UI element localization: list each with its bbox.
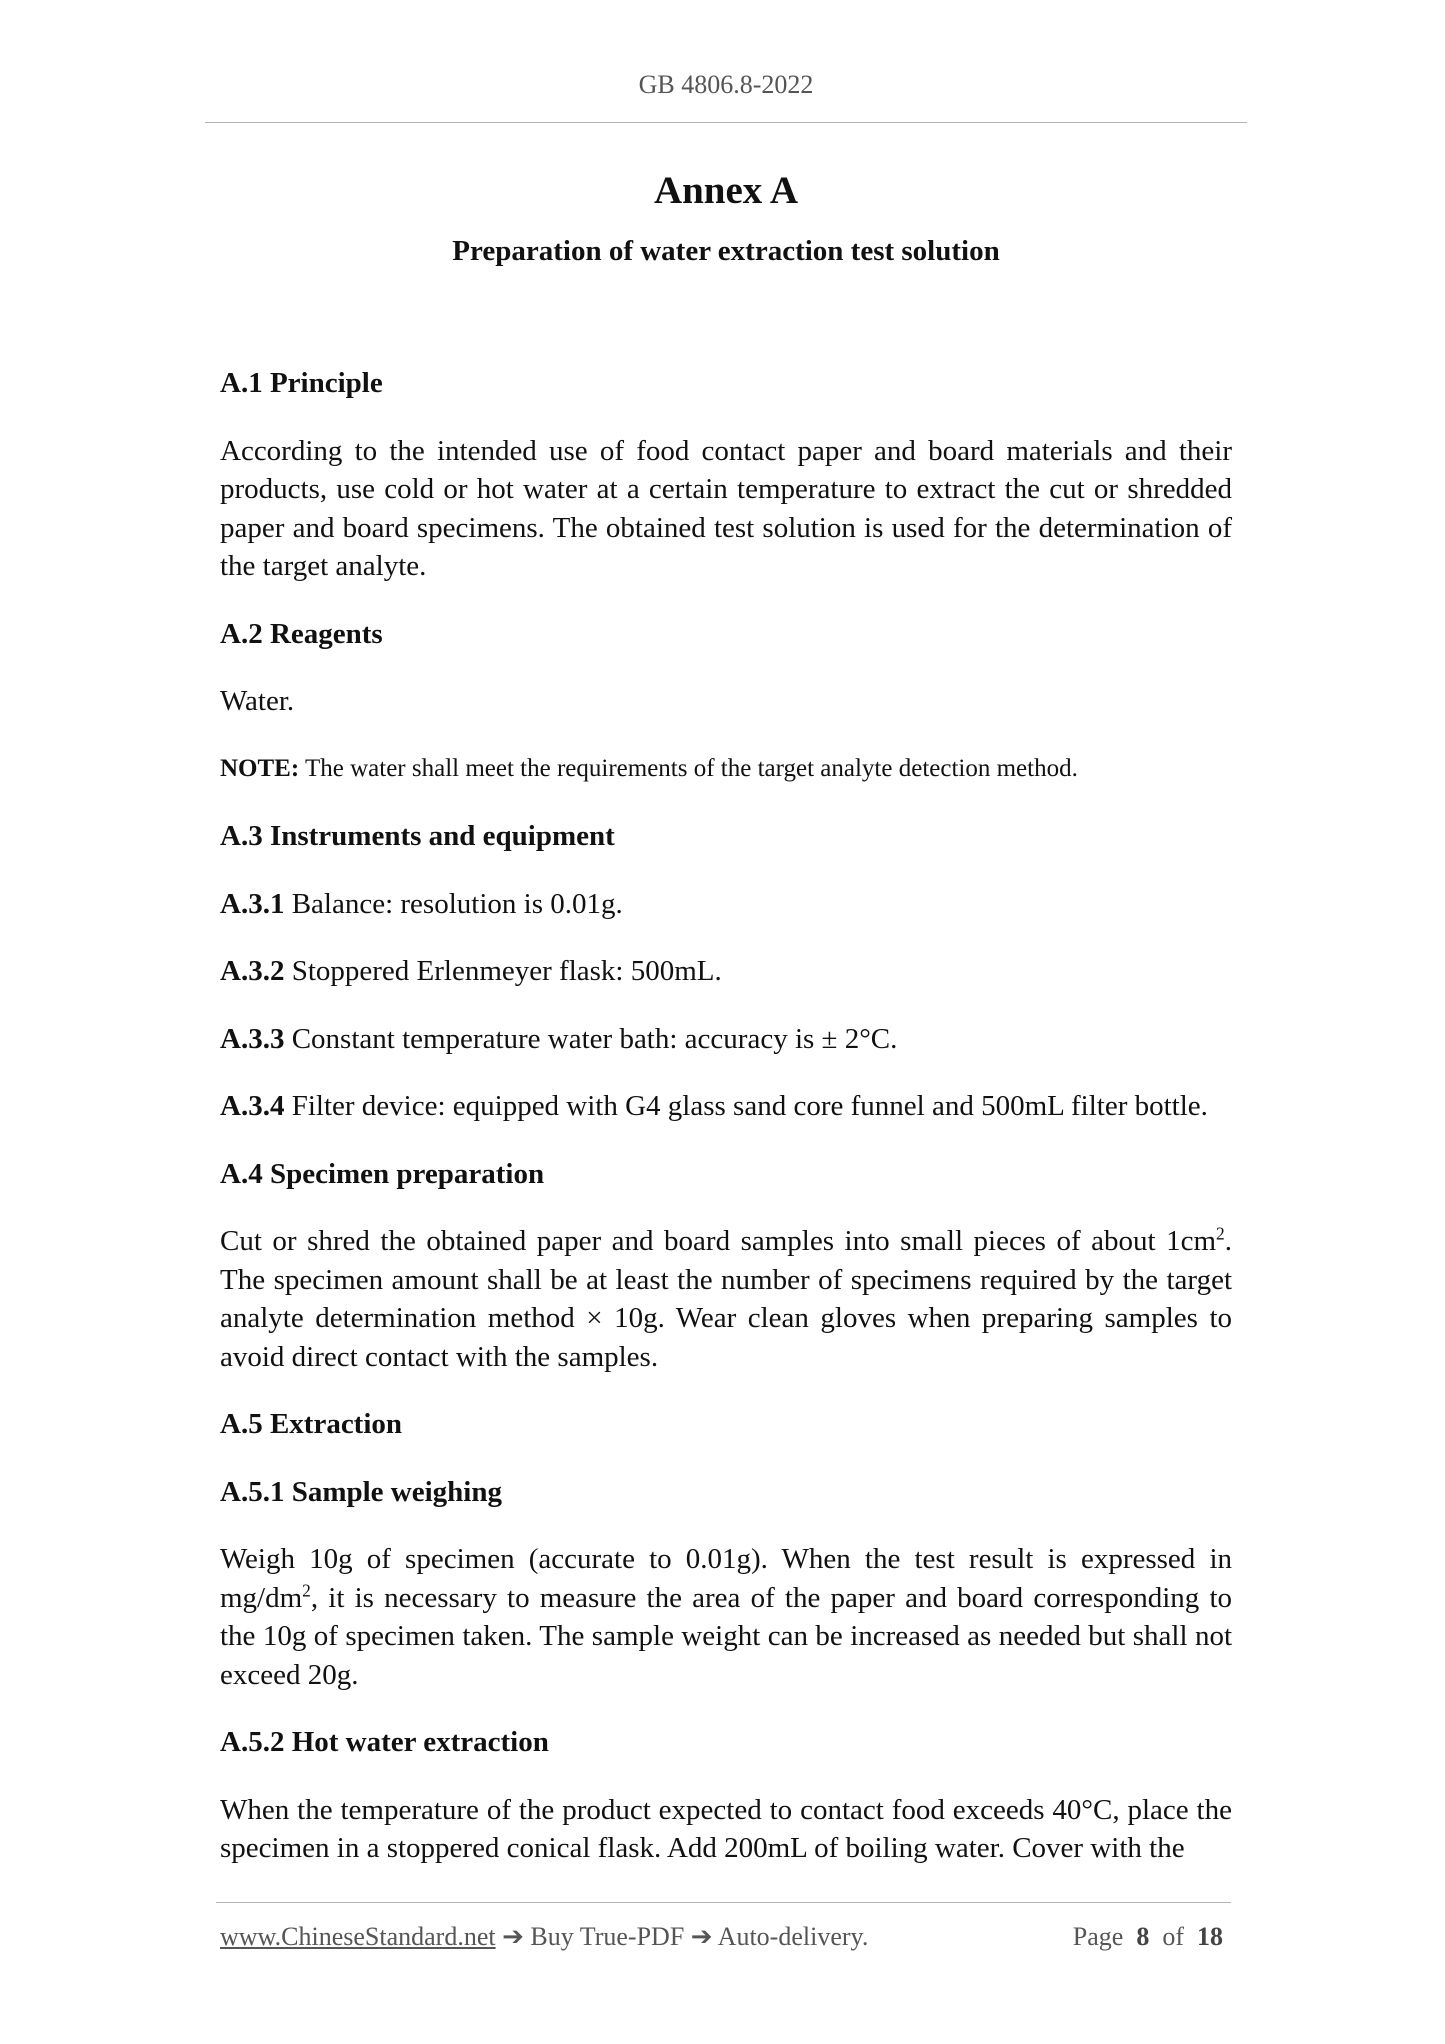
document-id-header: GB 4806.8-2022	[638, 70, 814, 99]
note	[220, 750, 1232, 789]
page-total: 18	[1197, 1922, 1223, 1951]
page-indicator	[1073, 1922, 1223, 1952]
annex-title: Annex A	[653, 169, 799, 212]
annex-subtitle: Preparation of water extraction test solution	[452, 235, 1000, 267]
footer-promo	[220, 1922, 868, 1952]
item-a33-number: A.3.3	[220, 1022, 285, 1055]
paragraph-a1: According to the intended use of food contact paper and board materials and their products, use cold or hot water at a certain temperature to extract the cut or shredded paper and board specimens. The obtained test solution is used for the determination of the target analyte.	[220, 434, 1232, 582]
item-a31	[220, 885, 1232, 924]
item-a34-number: A.3.4	[220, 1090, 285, 1122]
item-a32-text: Stoppered Erlenmeyer flask: 500mL.	[284, 955, 722, 987]
page-label: Page	[1072, 1922, 1124, 1951]
item-a33-text: Constant temperature water bath: accuracy is ± 2°C.	[284, 1022, 898, 1055]
paragraph-a2: Water.	[220, 685, 295, 717]
arrow-right-icon: ➔	[690, 1922, 713, 1951]
note-text: The water shall meet the requirements of the target analyte detection method.	[299, 754, 1078, 782]
document-body	[220, 364, 1232, 1897]
section-heading-a1: A.1 Principle	[220, 367, 383, 399]
item-a31-number: A.3.1	[220, 887, 285, 920]
paragraph-a4-part1: Cut or shred the obtained paper and board samples into small pieces of about 1cm	[220, 1225, 1217, 1257]
item-a34-text: Filter device: equipped with G4 glass sand core funnel and 500mL filter bottle.	[284, 1090, 1208, 1122]
section-heading-a5: A.5 Extraction	[220, 1408, 403, 1440]
paragraph-a4-part2: . The specimen amount shall be at least the number of specimens required by the target analyte determination method × 10g. Wear clean gloves when preparing samples to avoid direct contact with the samples.	[220, 1225, 1232, 1373]
superscript-2: 2	[302, 1579, 311, 1600]
section-heading-a2: A.2 Reagents	[220, 617, 383, 650]
auto-delivery-text: Auto-delivery.	[717, 1922, 869, 1951]
paragraph-a51-part2: , it is necessary to measure the area of the paper and board corresponding to the 10g of specimen taken. The sample weight can be increased as needed but shall not exceed 20g.	[220, 1581, 1232, 1691]
section-heading-a52: A.5.2 Hot water extraction	[220, 1726, 549, 1758]
superscript-2: 2	[1216, 1223, 1225, 1244]
website-link[interactable]: www.ChineseStandard.net	[220, 1922, 496, 1951]
paragraph-a4	[220, 1222, 1232, 1376]
item-a33	[220, 1020, 1232, 1059]
note-label: NOTE:	[220, 754, 300, 782]
footer-divider	[216, 1902, 1231, 1903]
item-a32	[220, 952, 1232, 991]
header-divider	[205, 122, 1247, 123]
buy-true-pdf-text: Buy True-PDF	[530, 1922, 685, 1951]
paragraph-a51-part1: Weigh 10g of specimen (accurate to 0.01g). When the test result is expressed in mg/dm	[220, 1543, 1232, 1614]
page-current: 8	[1136, 1922, 1150, 1951]
item-a31-text: Balance: resolution is 0.01g.	[284, 887, 623, 920]
item-a32-number: A.3.2	[220, 955, 285, 987]
arrow-right-icon: ➔	[502, 1922, 524, 1951]
item-a34	[220, 1087, 1232, 1126]
section-heading-a3: A.3 Instruments and equipment	[220, 820, 615, 852]
section-heading-a4: A.4 Specimen preparation	[220, 1157, 545, 1190]
paragraph-a52: When the temperature of the product expected to contact food exceeds 40°C, place the specimen in a stoppered conical flask. Add 200mL of boiling water. Cover with the	[220, 1793, 1232, 1864]
of-label: of	[1162, 1922, 1184, 1951]
section-heading-a51: A.5.1 Sample weighing	[220, 1475, 502, 1508]
paragraph-a51	[220, 1540, 1232, 1694]
